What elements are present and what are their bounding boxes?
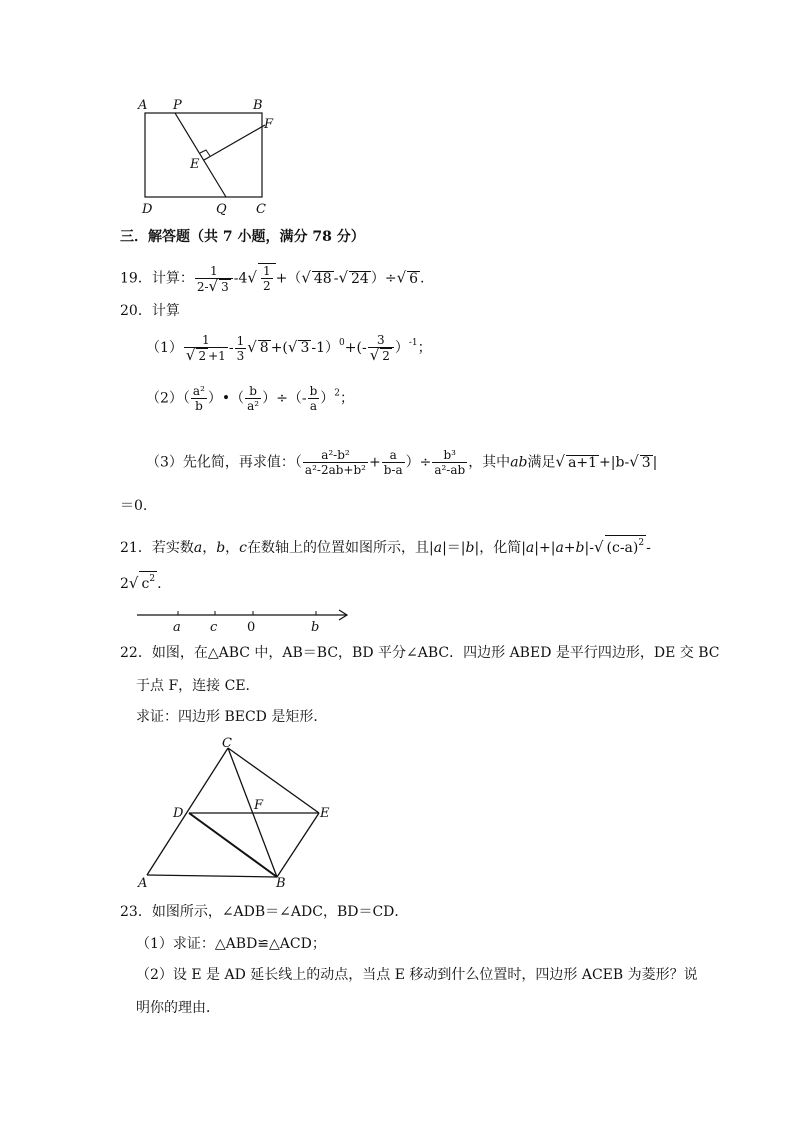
rectangle-figure bbox=[130, 95, 290, 220]
label-Q: Q bbox=[216, 202, 227, 217]
label-B: B bbox=[253, 98, 263, 113]
label-A: A bbox=[138, 876, 148, 891]
label-C: C bbox=[222, 736, 232, 751]
axis-label-b: b bbox=[311, 620, 320, 635]
axis-label-a: a bbox=[173, 620, 181, 635]
label-P: P bbox=[173, 98, 182, 113]
question-20-title: 20．计算 bbox=[120, 303, 180, 319]
axis-label-c: c bbox=[210, 620, 218, 635]
section-title: 三．解答题（共 7 小题，满分 78 分） bbox=[120, 229, 365, 245]
question-20-part3-tail: ＝0. bbox=[120, 498, 148, 514]
question-21-line1: 21．若实数a，b，c在数轴上的位置如图所示，且|a|＝|b|，化简|a|+|a+b|-√ $(c-a)^2$ - bbox=[120, 535, 651, 557]
label-F: F bbox=[264, 117, 274, 132]
question-20-part2: （2）（ $\frac{\text{a²}}{b}$ ）•（ $\frac{b}{\text{a²}}$ ）÷（- $\frac{b}{a}$ ）$^2$； bbox=[146, 384, 355, 413]
question-20-part3: （3）先化简，再求值：（ $\frac{\text{a²-b²}}{\text{a²-2ab+b²}}$ + $\frac{a}{b-a}$ ）÷ $\frac{\text{b³}}{\text{a²-ab}}$ ，其中ab满足√ a+1 +|b-√ 3 | bbox=[146, 448, 658, 477]
number-line bbox=[135, 607, 355, 635]
q19-sqrt-frac: $\frac{1}{2}$ bbox=[258, 263, 276, 293]
question-23-line1: 23．如图所示，∠ADB＝∠ADC，BD＝CD． bbox=[120, 904, 409, 920]
q19-frac1: $\frac{1}{2-√ 3}$ bbox=[195, 264, 233, 294]
question-22-line2: 于点 F，连接 CE． bbox=[136, 678, 260, 694]
question-20-part1: （1） $\frac{1}{√ 2 +1}$ - $\frac{1}{3}$ √ 8 +(√ 3 -1）$^0$+(- $\frac{3}{√ 2}$ ）$^{-1}$； bbox=[146, 333, 432, 364]
question-23-line4: 明你的理由． bbox=[136, 1000, 220, 1016]
label-A: A bbox=[138, 98, 148, 113]
question-23-line2: （1）求证：△ABD≌△ACD； bbox=[136, 936, 326, 952]
question-23-line3: （2）设 E 是 AD 延长线上的动点，当点 E 移动到什么位置时，四边形 ACEB 为菱形？说 bbox=[136, 967, 698, 983]
q19-label: 19．计算： bbox=[120, 270, 194, 287]
label-C: C bbox=[256, 202, 266, 217]
label-D: D bbox=[142, 202, 153, 217]
label-F: F bbox=[254, 798, 264, 813]
parallelogram-figure bbox=[135, 735, 335, 892]
question-21-line2: 2√ $c^2$ . bbox=[120, 571, 162, 593]
label-E: E bbox=[190, 157, 200, 172]
question-19: 19．计算： $\frac{1}{2-√ 3}$ -4√ $\frac{1}{2}$ +（√ 48 -√ 24 ）÷√ 6 . bbox=[120, 263, 425, 295]
question-22-line3: 求证：四边形 BECD 是矩形． bbox=[136, 709, 328, 725]
axis-label-zero: 0 bbox=[247, 620, 256, 635]
label-D: D bbox=[173, 806, 184, 821]
label-B: B bbox=[276, 876, 286, 891]
question-22-line1: 22．如图，在△ABC 中，AB＝BC，BD 平分∠ABC．四边形 ABED 是平行四边形，DE 交 BC bbox=[120, 645, 720, 661]
label-E: E bbox=[320, 806, 330, 821]
